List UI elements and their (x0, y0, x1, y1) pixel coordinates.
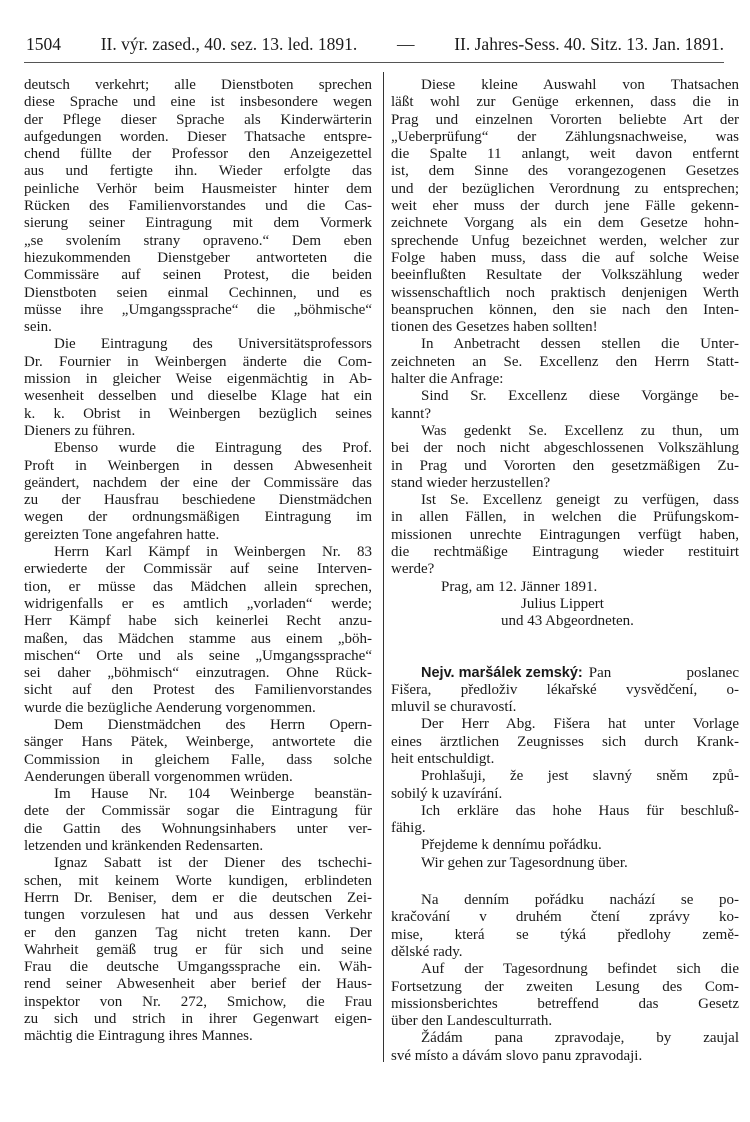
paragraph (391, 768, 739, 803)
text-line: aufgedungen worden. Dieser Thatsache entspre- (24, 128, 372, 145)
text-line: über den Landesculturrath. (391, 1013, 553, 1030)
text-line: Fortsetzung der zweiten Lesung des Com- (391, 978, 739, 995)
header-german-session: II. Jahres-Sess. 40. Sitz. 13. Jan. 1891. (454, 34, 724, 54)
text-line: mission in gleicher Weise eigenmächtig in Ab- (24, 371, 372, 388)
text-line: Commission in gleichem Falle, dass solche (24, 751, 372, 768)
text-line: chend füllte der Professor den Anzeigezettel (24, 146, 372, 163)
text-line: die rechtmäßige Eintragung wieder restituirt (391, 544, 739, 561)
text-line: Ignaz Sabatt ist der Diener des tschechi- (54, 855, 372, 872)
text-line: stand wieder herzustellen? (391, 474, 551, 491)
text-line: Rücken des Familienvorstandes und die Cas- (24, 198, 372, 215)
text-line: Aenderungen überall vorgenommen wrüden. (24, 768, 293, 785)
column-divider (383, 72, 384, 1062)
page-header (26, 34, 724, 58)
text-line: der Pflege dieser Sprache als Kinderwärterin (24, 111, 372, 128)
text-line: die Gattin des Wohnungsinhabers unter ver- (24, 820, 372, 837)
text-line: Sind Sr. Excellenz diese Vorgänge be- (421, 388, 739, 405)
text-line: Herr Kämpf habe sich keinerlei Recht anzu- (24, 613, 372, 630)
text-line: hiezukommenden Dienstgeber antworteten die (24, 249, 372, 266)
paragraph (391, 336, 739, 388)
text-line: Dienstboten seien einmal Cechinnen, und es (24, 284, 372, 301)
text-line: Ich erkläre das hohe Haus für beschluß- (421, 802, 739, 819)
text-line: in allen Fällen, in welchen die Prüfungskom- (391, 509, 739, 526)
text-line: sein. (24, 319, 52, 336)
speaker-label: Nejv. maršálek zemský: (421, 664, 583, 681)
text-line: Im Hause Nr. 104 Weinberge beanstän- (54, 786, 372, 803)
text-line: sicht auf den Protest des Familienvorstandes (24, 682, 372, 699)
signature-place-date: Prag, am 12. Jänner 1891. (441, 578, 598, 595)
paragraph (24, 786, 372, 855)
text-line: Proft in Weinbergen in dessen Abwesenheit (24, 457, 372, 474)
text-line: sprechende Unfug bezeichnet werden, welcher zur (391, 232, 739, 249)
text-line: schen, mit keinem Worte kundigen, erblindeten (24, 872, 372, 889)
text-line: deutsch verkehrt; alle Dienstboten sprechen (24, 77, 372, 93)
text-line: Wir gehen zur Tagesordnung über. (421, 854, 628, 871)
text-line: mluvil se churavostí. (391, 699, 517, 716)
text-line: zeichnete Vorgang als ein dem Gesetze hohn- (391, 215, 739, 232)
text-line: erwiederte der Commissär auf seine Interven- (24, 561, 372, 578)
text-line: rend seiner Abwesenheit aber berief der Haus- (24, 976, 372, 993)
text-line (391, 665, 739, 682)
proceedings-section (391, 665, 739, 873)
text-line: tungen vorzulesen hat und aus dessen Verkehr (24, 907, 372, 924)
text-line: maßen, das Mädchen stamme aus einem „böh- (24, 630, 372, 647)
text-line: fähig. (391, 820, 426, 837)
text-line: mischen“ Orte und als seine „Umgangssprache“ (24, 647, 372, 664)
left-column (24, 77, 372, 1046)
text-line: dělské rady. (391, 943, 463, 960)
text-line: tionen des Gesetzes haben sollten! (391, 319, 598, 336)
text-line: peinliche Verhör beim Hausmeister hinter dem (24, 180, 372, 197)
text-line: sobilý k uzavírání. (391, 785, 503, 802)
text-line: Herrn Karl Kämpf in Weinbergen Nr. 83 (54, 544, 372, 561)
text-line: eines ärztlichen Zeugnisses sich durch Krank- (391, 733, 739, 750)
signature-name: Julius Lippert (521, 595, 604, 612)
text-line: sierung seiner Eintragung mit dem Vormerk (24, 215, 372, 232)
text-line: Fišera, předloživ lékařské vysvědčení, o- (391, 681, 739, 698)
text-line: Herrn Dr. Beniser, dem er die deutschen Zei- (24, 889, 372, 906)
text-line: Auf der Tagesordnung befindet sich die (421, 961, 739, 978)
text-line: die Spalte 11 anlangt, weit davon entfernt (391, 146, 739, 163)
text-line: widrigenfalls er es amtlich „vorladen“ werde; (24, 595, 372, 612)
text-line: wesenheit desselben und dieselbe Klage hat ein (24, 388, 372, 405)
paragraph (24, 440, 372, 544)
text-line: gereizten Tone angefahren hatte. (24, 526, 220, 543)
paragraph (391, 892, 739, 961)
text-line: letzenden und kränkenden Redensarten. (24, 838, 264, 855)
text-line: bei der noch nicht abgeschlossenen Volkszählung (391, 440, 739, 457)
right-column (391, 77, 739, 1065)
text-line: Frau die deutsche Umgangssprache ein. Wäh- (24, 959, 372, 976)
text-line: Dieners zu führen. (24, 422, 136, 439)
text-line: kannt? (391, 405, 431, 422)
text-line: Na denním pořádku nachází se po- (421, 892, 739, 909)
text-line: k. k. Obrist in Weinbergen bezüglich seines (24, 405, 372, 422)
paragraph (24, 855, 372, 1045)
signature-cosigners: und 43 Abgeordneten. (501, 613, 634, 630)
paragraph (391, 423, 739, 492)
paragraph (391, 1030, 739, 1065)
paragraph (391, 837, 739, 854)
text-line: beeinflußten Resultate der Volkszählung weder (391, 267, 739, 284)
text-line: müsse ihre „Umgangssprache“ die „böhmische“ (24, 301, 372, 318)
paragraph (24, 544, 372, 717)
text-line: Žádám pana zpravodaje, by zaujal (421, 1030, 739, 1047)
text-line: své místo a dávám slovo panu zpravodaji. (391, 1047, 643, 1064)
paragraph (391, 665, 739, 717)
text-line: dete der Commissär sogar die Eintragung für (24, 803, 372, 820)
text-line: zeichneten an Se. Excellenz den Herrn Statt- (391, 353, 739, 370)
text-line: Dr. Fournier in Weinbergen änderte die Com- (24, 353, 372, 370)
text-line: In Anbetracht dessen stellen die Unter- (421, 336, 739, 353)
text-line: Wahrheit gemäß trug er für sich und seine (24, 941, 372, 958)
text-line: Folge haben muss, dass die auf solche Weise (391, 249, 739, 266)
text-line: geändert, nachdem der eine der Commissäre das (24, 474, 372, 491)
text-line: sei daher „böhmisch“ einzutragen. Ohne Rück- (24, 665, 372, 682)
paragraph (391, 388, 739, 423)
paragraph (391, 492, 739, 578)
text-line: läßt wohl zur Genüge erkennen, dass die in (391, 94, 739, 111)
text-line: heit entschuldigt. (391, 750, 495, 767)
paragraph (24, 717, 372, 786)
text-line: missionen unrechte Eintragungen verfügt haben, (391, 526, 739, 543)
paragraph (391, 961, 739, 1030)
text-line: mächtig die Eintragung ihres Mannes. (24, 1028, 253, 1045)
text-line: Dem Dienstmädchen des Herrn Opern- (54, 716, 372, 733)
text-line: „se svolením strany opraveno.“ Dem eben (24, 232, 372, 249)
text-line: „Ueberprüfung“ der Zählungsnachweise, was (391, 128, 739, 145)
text-line: aus und fertigte ihn. Wieder erfolgte das (24, 163, 372, 180)
text-line: werde? (391, 561, 435, 578)
text-line: halter die Anfrage: (391, 371, 504, 388)
agenda-section (391, 892, 739, 1065)
paragraph (24, 336, 372, 440)
text-line: tion, er müsse das Mädchen allein sprechen, (24, 578, 372, 595)
text-line: und der bezüglichen Verordnung zu entsprechen; (391, 180, 739, 197)
text-line: mise, která se týká předlohy země- (391, 926, 739, 943)
text-line: weit eher muss der durch jene Fälle gekenn- (391, 198, 739, 215)
text-line: in Prag und Vororten den gesetzmäßigen Zu- (391, 457, 739, 474)
interpellation-section (391, 77, 739, 579)
text-line: wissenschaftlich noch praktisch denjenigen Werth (391, 284, 739, 301)
paragraph (391, 803, 739, 838)
paragraph (391, 77, 739, 336)
text-line: Prag und einzelnen Vororten beliebte Art der (391, 111, 739, 128)
paragraph (391, 716, 739, 768)
text-line: er den ganzen Tag nicht treten kann. Der (24, 924, 372, 941)
text-line: inspektor von Nr. 272, Smichow, die Frau (24, 993, 372, 1010)
text-line: kračování v druhém čtení zprávy ko- (391, 909, 739, 926)
text-line: zu sich und strich in ihrer Gegenwart eigen- (24, 1011, 372, 1028)
text-line: Ist Se. Excellenz geneigt zu verfügen, dass (421, 492, 739, 509)
header-czech-session: II. výr. zased., 40. sez. 13. led. 1891. (100, 34, 358, 54)
text-line: missionsberichtes betreffend das Gesetz (391, 995, 739, 1012)
signature-block (391, 579, 739, 631)
text-line: Commissäre auf seinen Protest, die beiden (24, 267, 372, 284)
text-line: Der Herr Abg. Fišera hat unter Vorlage (421, 716, 739, 733)
text-line: ist, dem Sinne des vorangezogenen Gesetzes (391, 163, 739, 180)
text-line: beanspruchen können, den sie nach den Inten- (391, 301, 739, 318)
page-number: 1504 (26, 34, 61, 54)
speaker-text: Pan poslanec (588, 664, 739, 681)
text-line: Die Eintragung des Universitätsprofessors (54, 336, 372, 353)
text-line: sänger Hans Pätek, Weinberge, antwortete die (24, 734, 372, 751)
text-line: Přejdeme k dennímu pořádku. (421, 837, 602, 854)
text-line: Prohlašuji, že jest slavný sněm způ- (421, 768, 739, 785)
text-line: wegen der ordnungsmäßigen Eintragung im (24, 509, 372, 526)
header-dash: — (397, 34, 415, 54)
header-rule (24, 62, 724, 63)
text-line: zu der Hausfrau beschiedene Dienstmädchen (24, 492, 372, 509)
paragraph (24, 77, 372, 336)
text-line: Diese kleine Auswahl von Thatsachen (421, 77, 739, 93)
text-line: diese Sprache und eine ist insbesondere wegen (24, 94, 372, 111)
text-line: Ebenso wurde die Eintragung des Prof. (54, 440, 372, 457)
text-line: wurde die bezügliche Aenderung vorgenommen. (24, 699, 316, 716)
text-line: Was gedenkt Se. Excellenz zu thun, um (421, 422, 739, 439)
paragraph (391, 855, 739, 872)
